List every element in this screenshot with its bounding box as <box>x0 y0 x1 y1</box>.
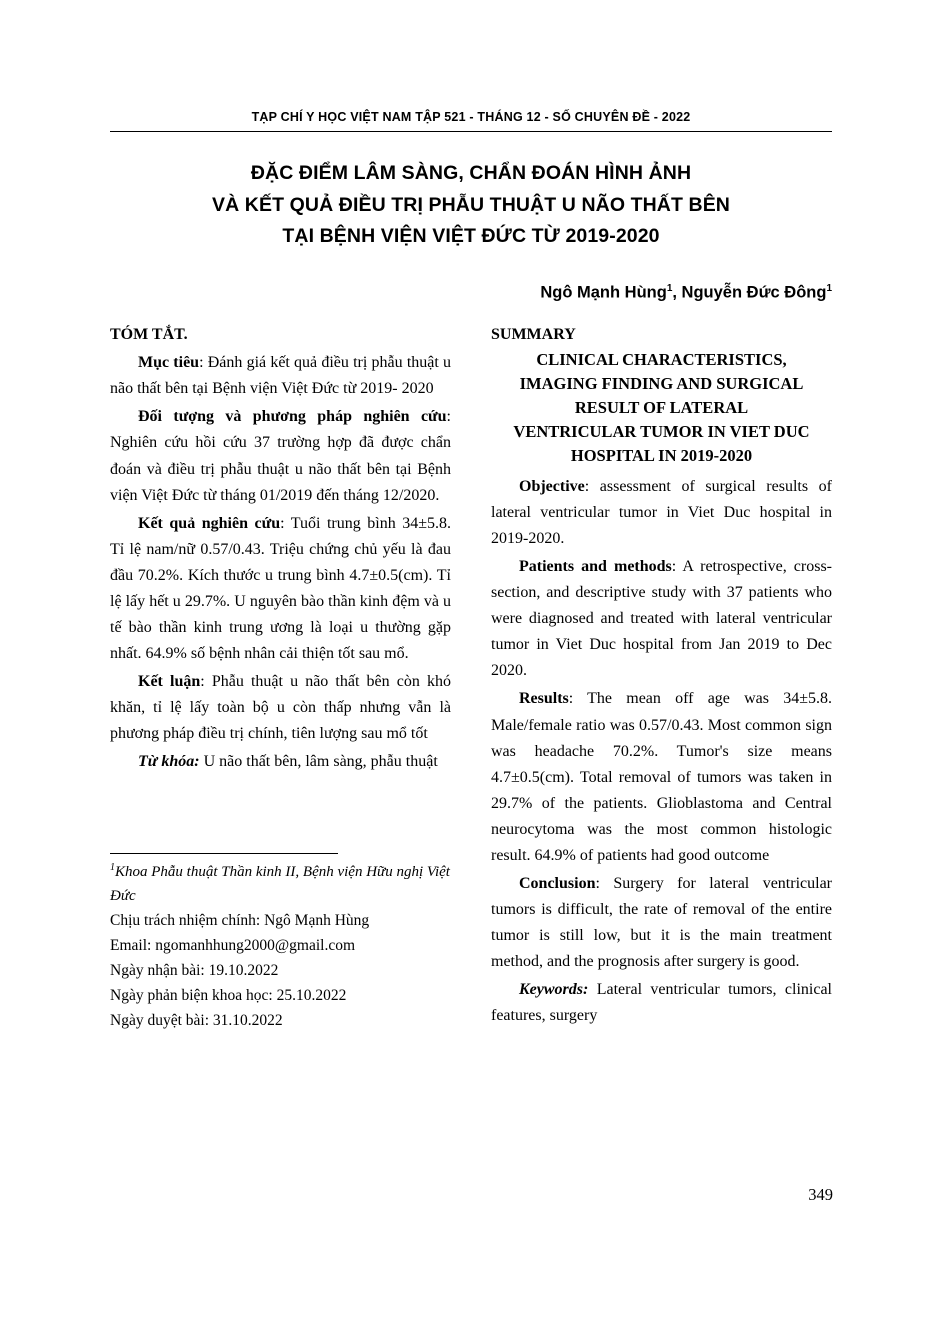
column-vietnamese <box>110 326 451 1033</box>
footnote-review-date: Ngày phản biện khoa học: 25.10.2022 <box>110 987 347 1005</box>
abstract-en-methods <box>491 554 832 684</box>
author-secondary: , Nguyễn Đức Đông <box>672 283 827 302</box>
abstract-vi-objective <box>110 350 451 402</box>
article-title-line-1: ĐẶC ĐIỂM LÂM SÀNG, CHẨN ĐOÁN HÌNH ẢNH <box>250 162 692 184</box>
abstract-vi-conclusion-text: : Phẫu thuật u não thất bên còn khó khăn, tỉ lệ lấy toàn bộ u còn thấp nhưng vẫn là phương pháp điều trị chính, tiên lượng sau mổ tốt <box>110 673 451 743</box>
abstract-en-title-line-4: VENTRICULAR TUMOR IN VIET DUC <box>513 422 810 441</box>
abstract-vi-heading: TÓM TẮT. <box>110 326 188 344</box>
footnote-affiliation-text: Khoa Phẫu thuật Thần kinh II, Bệnh viện Hữu nghị Việt Đức <box>110 864 450 904</box>
author-secondary-affiliation-marker: 1 <box>826 282 832 294</box>
article-title <box>110 158 832 253</box>
author-list <box>110 283 832 303</box>
abstract-en-title-line-3: RESULT OF LATERAL <box>574 398 749 418</box>
footnote-marker: 1 <box>110 862 115 874</box>
abstract-vi-objective-text: : Đánh giá kết quả điều trị phẫu thuật u não thất bên tại Bệnh viện Việt Đức từ 2019- 2020 <box>110 354 452 398</box>
abstract-vi-results <box>110 511 451 667</box>
two-column-body <box>110 326 832 1033</box>
abstract-en-results-label: Results <box>519 690 569 708</box>
page-content <box>110 110 832 1034</box>
abstract-vi-methods-label: Đối tượng và phương pháp nghiên cứu <box>138 408 447 426</box>
footnote-received-date: Ngày nhận bài: 19.10.2022 <box>110 962 279 980</box>
footnote-affiliation <box>110 860 451 908</box>
abstract-vi-methods <box>110 404 451 508</box>
abstract-vi-results-label: Kết quả nghiên cứu <box>138 514 281 532</box>
author-primary: Ngô Mạnh Hùng <box>540 283 667 302</box>
abstract-en-keywords-text: Lateral ventricular tumors, clinical features, surgery <box>491 981 832 1025</box>
abstract-en-keywords-label: Keywords: <box>519 981 589 999</box>
abstract-en-conclusion <box>491 871 832 975</box>
abstract-en-heading: SUMMARY <box>491 326 576 344</box>
footnote-divider <box>110 853 338 854</box>
abstract-vi-keywords <box>110 749 451 775</box>
author-primary-affiliation-marker: 1 <box>666 282 673 294</box>
abstract-vi-conclusion <box>110 669 451 747</box>
abstract-en-objective <box>491 474 832 552</box>
article-title-line-2: VÀ KẾT QUẢ ĐIỀU TRỊ PHẪU THUẬT U NÃO THẤT BÊN <box>212 193 730 216</box>
abstract-vi-results-text: : Tuổi trung bình 34±5.8. Tỉ lệ nam/nữ 0.57/0.43. Triệu chứng chủ yếu là đau đầu 70.2%. Kích thước u trung bình 4.7±0.5(cm). Tỉ lệ lấy hết u 29.7%. U nguyên bào thần kinh đệm và u tế bào thần kinh trung ương là loại u thường gặp nhất. 64.9% số bệnh nhân cải thiện tốt sau mổ. <box>110 514 452 663</box>
journal-header: TẠP CHÍ Y HỌC VIỆT NAM TẬP 521 - THÁNG 12 - SỐ CHUYÊN ĐỀ - 2022 <box>110 110 832 132</box>
page-number: 349 <box>808 1185 833 1204</box>
column-english <box>491 326 832 1033</box>
footnote-block <box>110 853 451 1033</box>
abstract-en-methods-text: : A retrospective, cross-section, and descriptive study with 37 patients who were diagnosed and treated with lateral ventricular tumor in Viet Duc hospital from Jan 2019 to Dec 2020. <box>491 558 832 680</box>
footnote-responsible: Chịu trách nhiệm chính: Ngô Mạnh Hùng <box>110 911 370 929</box>
article-title-line-3: TẠI BỆNH VIỆN VIỆT ĐỨC TỪ 2019-2020 <box>282 225 660 248</box>
abstract-en-conclusion-label: Conclusion <box>519 875 596 893</box>
abstract-en-title <box>491 348 832 468</box>
abstract-vi-conclusion-label: Kết luận <box>138 673 201 691</box>
abstract-en-objective-text: : assessment of surgical results of lateral ventricular tumor in Viet Duc hospital in 2019-2020. <box>491 477 832 547</box>
abstract-vi-keywords-text: U não thất bên, lâm sàng, phẫu thuật <box>199 753 438 771</box>
abstract-en-title-line-2: IMAGING FINDING AND SURGICAL <box>519 374 804 394</box>
abstract-en-results-text: : The mean off age was 34±5.8. Male/female ratio was 0.57/0.43. Most common sign was headache 70.2%. Tumor's size means 4.7±0.5(cm). Total removal of tumors was taken in 29.7% of the patients. Glioblastoma and Central neurocytoma was the most common histologic result. 64.9% of patients had good outcome <box>491 690 832 864</box>
abstract-vi-keywords-label: Từ khóa: <box>138 753 200 771</box>
abstract-en-title-line-1: CLINICAL CHARACTERISTICS, <box>536 350 787 370</box>
abstract-vi-objective-label: Mục tiêu <box>138 354 200 372</box>
abstract-en-keywords <box>491 977 832 1029</box>
abstract-en-results <box>491 686 832 869</box>
abstract-vi-methods-text: : Nghiên cứu hồi cứu 37 trường hợp đã được chẩn đoán và điều trị phẫu thuật u não thất bên tại Bệnh viện Việt Đức từ tháng 01/2019 đến tháng 12/2020. <box>110 408 451 504</box>
abstract-en-title-line-5: HOSPITAL IN 2019-2020 <box>570 445 753 465</box>
footnote-email: Email: ngomanhhung2000@gmail.com <box>110 937 356 955</box>
abstract-en-methods-label: Patients and methods <box>519 558 672 576</box>
abstract-en-objective-label: Objective <box>519 477 585 495</box>
footnote-accepted-date: Ngày duyệt bài: 31.10.2022 <box>110 1012 283 1030</box>
abstract-en-conclusion-text: : Surgery for lateral ventricular tumors is difficult, the rate of removal of the entire tumor is still low, but it is the main treatment method, and the prognosis after surgery is good. <box>491 875 832 971</box>
